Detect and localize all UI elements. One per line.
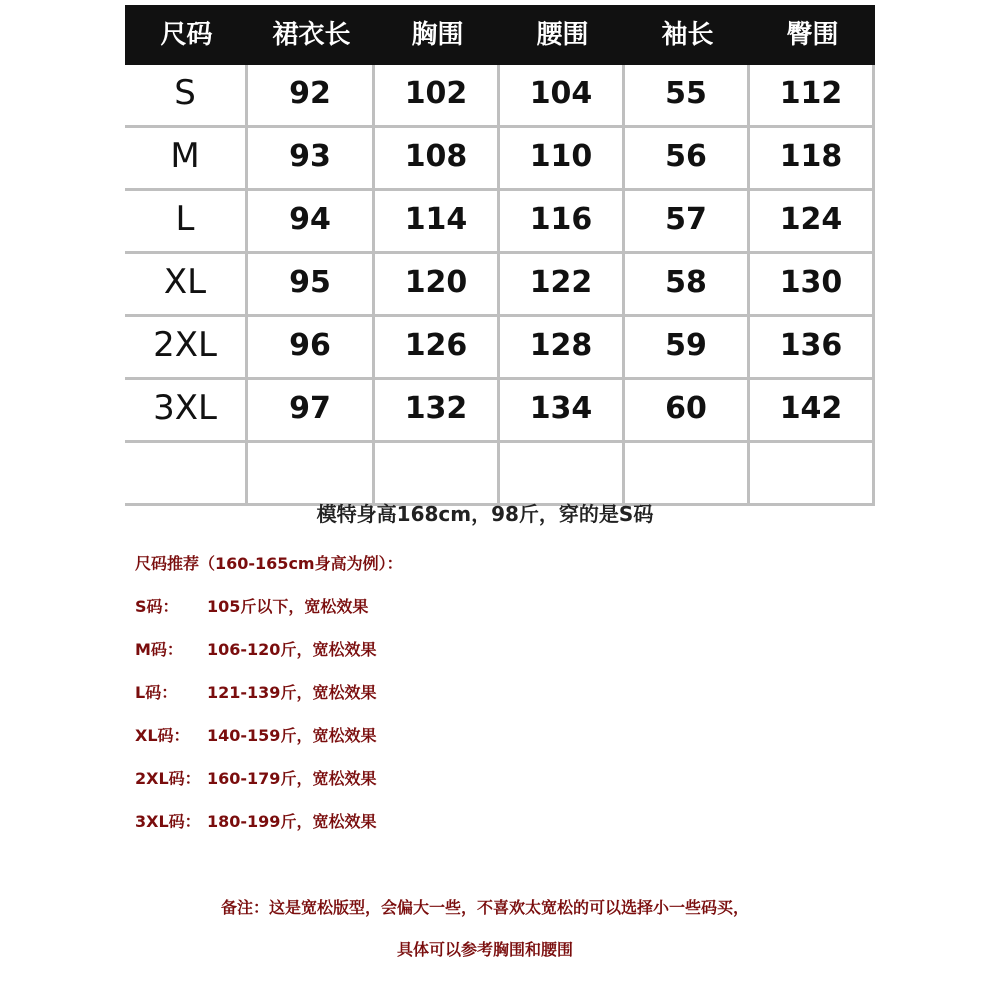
bust-cell: 132 <box>375 380 500 440</box>
hip-cell <box>750 443 875 503</box>
size-cell: L <box>125 191 248 251</box>
model-note: 模特身高168cm，98斤，穿的是S码 <box>316 502 654 526</box>
recommend-item <box>135 809 376 832</box>
header-hip: 臀围 <box>786 20 839 50</box>
hip-cell: 130 <box>750 254 875 314</box>
recommend-item <box>135 594 368 617</box>
length-cell <box>248 443 375 503</box>
recommend-item <box>135 723 376 746</box>
sleeve-cell: 58 <box>625 254 750 314</box>
header-sleeve: 袖长 <box>661 20 714 50</box>
sleeve-cell: 60 <box>625 380 750 440</box>
waist-cell: 104 <box>500 65 625 125</box>
bust-cell: 126 <box>375 317 500 377</box>
recommend-item <box>135 766 376 789</box>
hip-cell: 142 <box>750 380 875 440</box>
recommend-desc: 180-199斤，宽松效果 <box>207 812 377 831</box>
hip-cell: 124 <box>750 191 875 251</box>
remark-line-1: 备注：这是宽松版型，会偏大一些，不喜欢太宽松的可以选择小一些码买， <box>220 898 749 917</box>
waist-cell: 134 <box>500 380 625 440</box>
size-cell: 2XL <box>125 317 248 377</box>
recommend-size: M码： <box>135 640 183 659</box>
size-cell: 3XL <box>125 380 248 440</box>
recommend-title: 尺码推荐（160-165cm身高为例）： <box>135 554 403 573</box>
recommend-item <box>135 637 376 660</box>
table-header <box>125 5 875 65</box>
table-row <box>125 191 875 254</box>
header-length: 裙衣长 <box>272 20 351 50</box>
waist-cell: 110 <box>500 128 625 188</box>
size-cell: XL <box>125 254 248 314</box>
recommend-desc: 106-120斤，宽松效果 <box>207 640 377 659</box>
length-cell: 96 <box>248 317 375 377</box>
recommend-desc: 121-139斤，宽松效果 <box>207 683 377 702</box>
recommend-size: XL码： <box>135 726 190 745</box>
bust-cell: 120 <box>375 254 500 314</box>
bust-cell <box>375 443 500 503</box>
length-cell: 94 <box>248 191 375 251</box>
recommend-desc: 160-179斤，宽松效果 <box>207 769 377 788</box>
size-table <box>125 5 875 506</box>
sleeve-cell: 57 <box>625 191 750 251</box>
recommend-item <box>135 680 376 703</box>
header-size: 尺码 <box>160 20 213 50</box>
sleeve-cell: 55 <box>625 65 750 125</box>
waist-cell: 122 <box>500 254 625 314</box>
table-row <box>125 317 875 380</box>
header-waist: 腰围 <box>536 20 589 50</box>
table-row <box>125 380 875 443</box>
length-cell: 93 <box>248 128 375 188</box>
hip-cell: 118 <box>750 128 875 188</box>
recommend-size: L码： <box>135 683 178 702</box>
size-cell: M <box>125 128 248 188</box>
hip-cell: 112 <box>750 65 875 125</box>
hip-cell: 136 <box>750 317 875 377</box>
waist-cell <box>500 443 625 503</box>
bust-cell: 102 <box>375 65 500 125</box>
size-cell <box>125 443 248 503</box>
header-bust: 胸围 <box>411 20 464 50</box>
sleeve-cell: 59 <box>625 317 750 377</box>
table-row <box>125 65 875 128</box>
sleeve-cell <box>625 443 750 503</box>
length-cell: 97 <box>248 380 375 440</box>
recommend-size: S码： <box>135 597 179 616</box>
bust-cell: 108 <box>375 128 500 188</box>
recommend-desc: 105斤以下，宽松效果 <box>207 597 369 616</box>
sleeve-cell: 56 <box>625 128 750 188</box>
table-row-empty <box>125 443 875 506</box>
table-row <box>125 254 875 317</box>
waist-cell: 116 <box>500 191 625 251</box>
remark-line-2: 具体可以参考胸围和腰围 <box>396 940 573 959</box>
recommend-desc: 140-159斤，宽松效果 <box>207 726 377 745</box>
recommend-size: 2XL码： <box>135 769 201 788</box>
table-row <box>125 128 875 191</box>
bust-cell: 114 <box>375 191 500 251</box>
waist-cell: 128 <box>500 317 625 377</box>
size-cell: S <box>125 65 248 125</box>
recommend-size: 3XL码： <box>135 812 201 831</box>
length-cell: 92 <box>248 65 375 125</box>
length-cell: 95 <box>248 254 375 314</box>
